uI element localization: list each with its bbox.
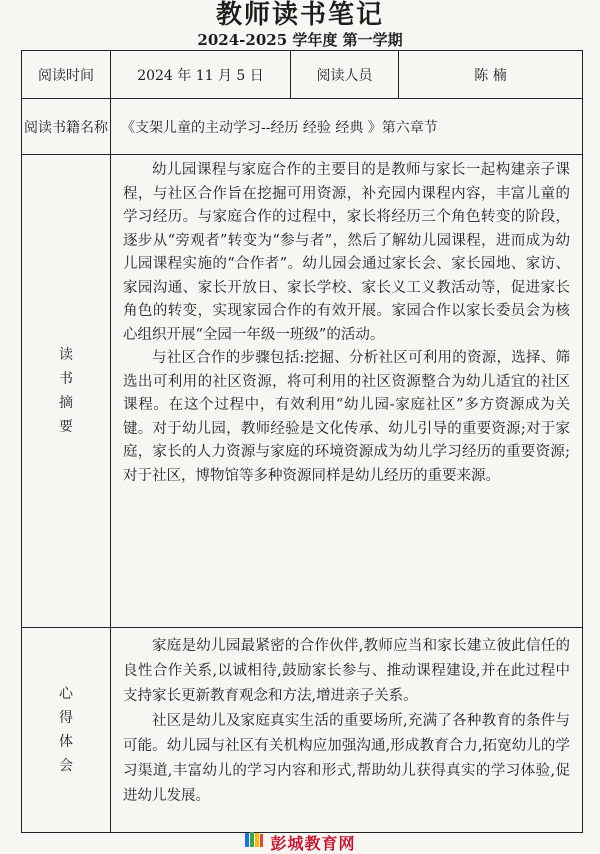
read-time-label: 阅读时间 [22,51,111,99]
reflection-content [111,628,583,833]
logo-text: 彭城教育网 [270,833,356,853]
book-value: 《支架儿童的主动学习--经历 经验 经典 》第六章节 [111,99,583,155]
open-book-icon [244,831,264,853]
reflection-label: 心 得 体 会 [22,628,111,833]
summary-label: 读 书 摘 要 [22,155,111,628]
reader-label: 阅读人员 [291,51,399,99]
reader-value: 陈 楠 [399,51,583,99]
page-title: 教师读书笔记 [215,0,384,30]
reflection-paragraph: 家庭是幼儿园最紧密的合作伙伴,教师应当和家长建立彼此信任的良性合作关系,以诚相待,鼓励家长参与、推动课程建设,并在此过程中支持家长更新教育观念和方法,增进亲子关系。 [123,638,570,704]
summary-paragraph: 与社区合作的步骤包括:挖掘、分析社区可利用的资源，选择、筛选出可利用的社区资源，将可利用的社区资源整合为幼儿适宜的社区课程。在这个过程中，有效利用“幼儿园-家庭社区”多方资源成为关键。对于幼儿园，教师经验是文化传承、幼儿引导的重要资源;对于家庭，家长的人力资源与家庭的环境资源成为幼儿学习经历的重要资源;对于社区，博物馆等多种资源同样是幼儿经历的重要来源。 [123,350,570,484]
reading-notes-form [21,50,583,833]
read-time-value: 2024 年 11 月 5 日 [111,51,291,99]
site-logo [0,830,600,854]
summary-content [111,155,583,628]
book-label: 阅读书籍名称 [22,99,111,155]
reflection-paragraph: 社区是幼儿及家庭真实生活的重要场所,充满了各种教育的条件与可能。幼儿园与社区有关机构应加强沟通,形成教育合力,拓宽幼儿的学习渠道,丰富幼儿的学习内容和形式,帮助幼儿获得真实的学习体验,促进幼儿发展。 [123,713,570,804]
summary-paragraph: 幼儿园课程与家庭合作的主要目的是教师与家长一起构建亲子课程，与社区合作旨在挖掘可用资源，补充园内课程内容，丰富儿童的学习经历。与家庭合作的过程中，家长将经历三个角色转变的阶段，逐步从“旁观者”转变为“参与者”，然后了解幼儿园课程，进而成为幼儿园课程实施的“合作者”。幼儿园会通过家长会、家长园地、家访、家园沟通、家长开放日、家长学校、家长义工义教活动等，促进家长角色的转变，实现家园合作的有效开展。家园合作以家长委员会为核心组织开展“全园一年级一班级”的活动。 [123,162,570,343]
page-subtitle: 2024-2025 学年度 第一学期 [197,31,403,49]
